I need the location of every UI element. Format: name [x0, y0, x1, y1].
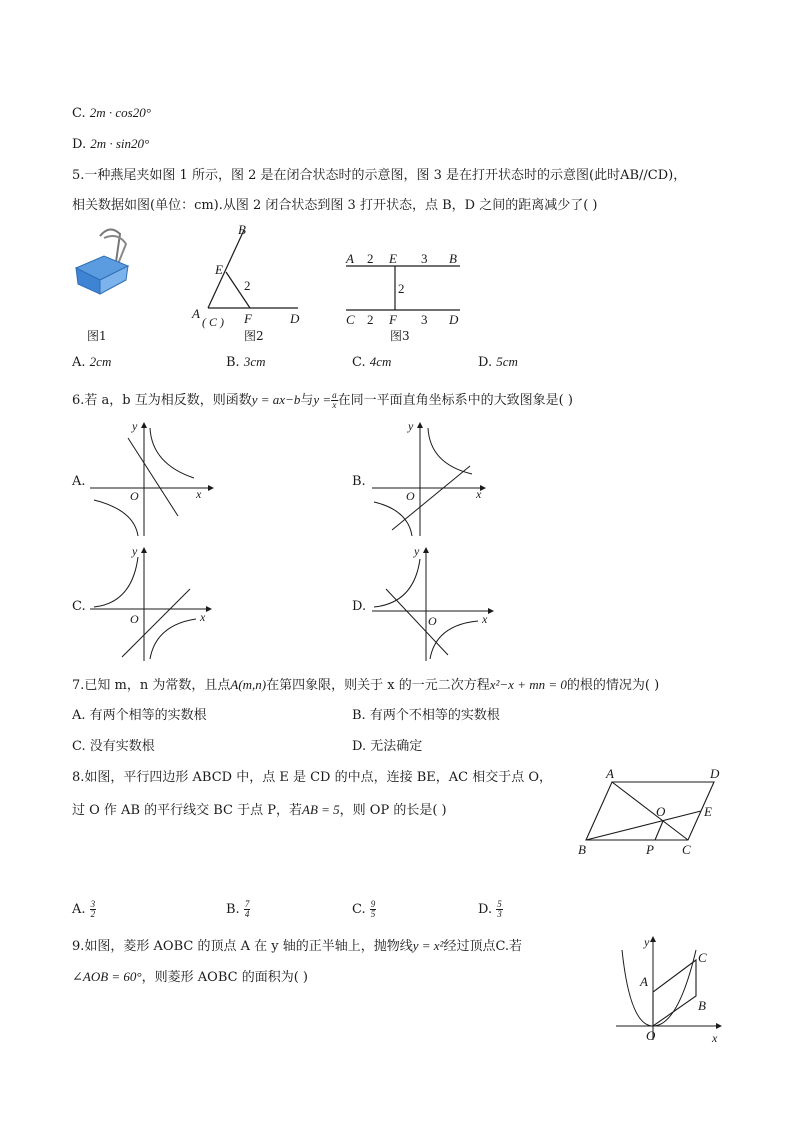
q6-graph-c-y-label: y: [132, 544, 138, 558]
q7-stem-part1: 7.已知 m，n 为常数，且点: [72, 678, 231, 693]
q5-option-c-value: 4cm: [369, 354, 392, 369]
q6-graph-b-x-label: x: [476, 487, 482, 501]
q7-option-a-value: 有两个相等的实数根: [89, 708, 207, 723]
q9-stem-line1-part2: 经过顶点C.若: [443, 939, 523, 954]
q9-label-a: A: [640, 974, 648, 989]
q8-option-a-label: A.: [72, 902, 86, 917]
q8-option-a-fraction: [90, 900, 97, 919]
q6-stem: [72, 390, 573, 411]
q8-option-a: [72, 900, 96, 920]
q8-stem-line2: [72, 800, 447, 821]
q8-label-b: B: [578, 842, 586, 857]
q8-stem-line1: 8.如图，平行四边形 ABCD 中，点 E 是 CD 的中点，连接 BE，AC 相交于点 O，: [72, 770, 553, 785]
fig3-label-three-bottom: 3: [421, 312, 428, 327]
q5-option-a-value: 2cm: [89, 354, 112, 369]
q7-option-d: [352, 737, 422, 757]
q8-option-c-label: C.: [352, 902, 366, 917]
q9-label-o: O: [646, 1028, 656, 1043]
q6-stem-part2: 与: [300, 393, 314, 408]
fig3-label-a: A: [346, 251, 354, 266]
fig3-caption: 图3: [390, 329, 410, 343]
q6-graph-b: [368, 420, 498, 540]
binder-clip-figure: [70, 226, 140, 301]
q5-option-b-label: B.: [226, 355, 240, 370]
q8-option-c-den: 5: [370, 909, 376, 919]
q5-option-c-label: C.: [352, 355, 366, 370]
q8-label-o: O: [656, 804, 666, 819]
fig3-label-c: C: [346, 312, 355, 327]
q7-option-c-value: 没有实数根: [89, 739, 155, 754]
q6-option-d-label: D.: [352, 599, 367, 614]
q8-option-d-label: D.: [478, 902, 493, 917]
q6-graph-c-x-label: x: [200, 610, 206, 624]
fig2-label-d: D: [290, 311, 300, 326]
q8-option-a-num: 3: [90, 899, 96, 909]
q6-graph-d: [368, 545, 498, 665]
q7-option-b-label: B.: [352, 708, 366, 723]
q6-graph-b-y-label: y: [408, 419, 414, 433]
q8-option-a-den: 2: [90, 909, 96, 919]
q7-stem: [72, 675, 659, 696]
q8-option-b-num: 7: [244, 899, 250, 909]
q7-stem-part3: 的根的情况为( ): [566, 678, 660, 693]
q6-graph-c: [86, 545, 216, 665]
q6-graph-c-origin-label: O: [130, 612, 139, 626]
fig2-label-a: A: [192, 306, 200, 321]
q6-func2-num: a: [332, 390, 337, 400]
q6-graph-a-x-label: x: [196, 487, 202, 501]
q7-option-d-label: D.: [352, 739, 367, 754]
fig3-label-f: F: [389, 312, 397, 327]
q6-option-c-label: C.: [72, 599, 86, 614]
q9-label-c: C: [698, 950, 707, 965]
q5-option-a: [72, 352, 111, 373]
q8-option-d-fraction: [496, 900, 503, 919]
q7-equation: x²−x + mn = 0: [489, 677, 567, 692]
q8-label-a: A: [606, 766, 614, 781]
fig3-label-two-top: 2: [367, 251, 374, 266]
q6-option-b-label: B.: [352, 474, 366, 489]
q8-option-b-fraction: [244, 900, 251, 919]
q7-option-b: [352, 706, 500, 726]
q9-label-x: x: [712, 1031, 718, 1045]
q8-label-p: P: [646, 842, 654, 857]
fig2-label-c: ( C ): [202, 315, 224, 329]
fig3-label-two-bottom: 2: [367, 312, 374, 327]
q4-option-c: [72, 103, 151, 124]
q8-option-c-fraction: [370, 900, 377, 919]
fig1-caption: 图1: [87, 329, 107, 343]
q5-option-a-label: A.: [72, 355, 86, 370]
q8-label-d: D: [710, 766, 720, 781]
fig2-label-e: E: [215, 262, 223, 277]
q7-option-a-label: A.: [72, 708, 86, 723]
fig3-label-three-top: 3: [421, 251, 428, 266]
q5-option-c: [352, 352, 391, 373]
fig2-label-two: 2: [244, 278, 251, 293]
q8-option-c: [352, 900, 376, 920]
q6-stem-part3: 在同一平面直角坐标系中的大致图象是( ): [337, 393, 573, 408]
q8-option-c-num: 9: [370, 899, 376, 909]
q8-ab-equation: AB = 5: [302, 802, 340, 817]
q8-option-b-den: 4: [244, 909, 250, 919]
q6-func1: y = ax−b: [251, 392, 301, 407]
q5-stem-line2: 相关数据如图(单位：cm).从图 2 闭合状态到图 3 打开状态，点 B，D 之间的距离减少了( ): [72, 198, 598, 213]
q4-option-d-math: 2m · sin20°: [90, 136, 150, 151]
q6-graph-d-origin-label: O: [428, 614, 437, 628]
q8-stem-line2-part2: ，则 OP 的长是( ): [339, 803, 447, 818]
q6-stem-part1: 6.若 a，b 互为相反数，则函数: [72, 393, 252, 408]
q7-option-c: [72, 737, 155, 757]
q6-func2-den: x: [332, 400, 337, 410]
q9-rhombus-parabola-figure: [612, 934, 728, 1046]
q6-option-a-label: A.: [72, 474, 86, 489]
q4-option-c-math: 2m · cos20°: [89, 105, 151, 120]
fig2-label-b: B: [238, 222, 246, 237]
q4-option-c-label: C.: [72, 106, 86, 121]
q5-option-d-label: D.: [478, 355, 493, 370]
q7-option-d-value: 无法确定: [370, 739, 423, 754]
q5-option-b-value: 3cm: [243, 354, 266, 369]
q4-option-d: [72, 134, 149, 155]
q6-graph-d-y-label: y: [414, 544, 420, 558]
figure-2-diagram: [186, 222, 306, 328]
q9-stem-line1: [72, 936, 522, 957]
figure-3-diagram: [342, 248, 466, 330]
q7-stem-part2: 在第四象限，则关于 x 的一元二次方程: [266, 678, 490, 693]
q9-label-y: y: [644, 935, 650, 949]
q6-graph-a-origin-label: O: [130, 489, 139, 503]
fig3-label-two-mid: 2: [398, 281, 405, 296]
q9-stem-line1-part1: 9.如图，菱形 AOBC 的顶点 A 在 y 轴的正半轴上，抛物线: [72, 939, 413, 954]
q6-graph-d-x-label: x: [482, 612, 488, 626]
q5-option-d: [478, 352, 518, 373]
fig3-label-e: E: [389, 251, 397, 266]
q7-point: A(m,n): [230, 677, 267, 692]
q5-option-b: [226, 352, 266, 373]
q8-option-d: [478, 900, 503, 920]
q8-option-d-num: 5: [497, 899, 502, 909]
q9-stem-line2-part2: ，则菱形 AOBC 的面积为( ): [141, 970, 308, 985]
q6-graph-a-y-label: y: [132, 419, 138, 433]
q7-option-a: [72, 706, 207, 726]
q7-option-b-value: 有两个不相等的实数根: [369, 708, 500, 723]
fig3-label-d: D: [449, 312, 459, 327]
q9-parabola-equation: y = x²: [412, 938, 444, 953]
q8-option-b: [226, 900, 250, 920]
q8-label-e: E: [704, 804, 712, 819]
fig2-caption: 图2: [244, 329, 264, 343]
q8-option-b-label: B.: [226, 902, 240, 917]
q8-stem-line2-part1: 过 O 作 AB 的平行线交 BC 于点 P，若: [72, 803, 303, 818]
q8-option-d-den: 3: [497, 909, 502, 919]
fig2-label-f: F: [244, 311, 252, 326]
q9-label-b: B: [698, 998, 706, 1013]
q6-func2-left: y =: [313, 392, 332, 407]
q9-angle-equation: ∠AOB = 60°: [72, 969, 142, 984]
q6-graph-a: [86, 420, 216, 540]
q8-parallelogram-figure: [574, 766, 734, 864]
q8-label-c: C: [682, 842, 691, 857]
q5-option-d-value: 5cm: [496, 354, 518, 369]
fig3-label-b: B: [449, 251, 457, 266]
q6-graph-b-origin-label: O: [406, 489, 415, 503]
q9-stem-line2: [72, 967, 308, 988]
q4-option-d-label: D.: [72, 137, 87, 152]
q7-option-c-label: C.: [72, 739, 86, 754]
q5-stem-line1: 5.一种燕尾夹如图 1 所示，图 2 是在闭合状态时的示意图，图 3 是在打开状态时的示意图(此时AB//CD)，: [72, 168, 687, 183]
